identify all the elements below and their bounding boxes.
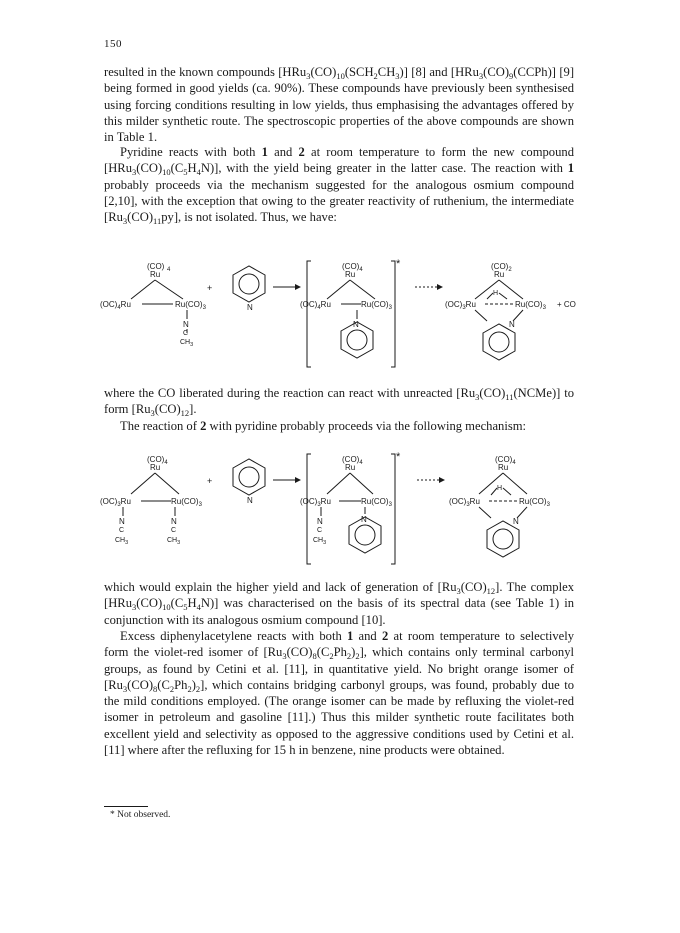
svg-text:Ru: Ru [150,463,161,472]
svg-text:*: * [396,451,401,463]
svg-text:Ru: Ru [494,270,505,279]
svg-text:Ru: Ru [345,463,356,472]
paragraph-6: Excess diphenylacetylene reacts with both 1 and 2 at room temperature to selectively form the violet-red isomer of $[Ru_3(CO)_8(C_2Ph_2)_2]$, which contains only terminal carbonyl groups, as found by Cetini et al. [11], in quantitative yield. No bright orange isomer of $[Ru_3(CO)_8(C_2Ph_2)_2]$, which contains bridging carbonyl groups, was found, probably due to the mild conditions employed. (The orange isomer can be made by refluxing the violet-red isomer in petroleum and gasoline [11].) Thus this milder synthetic route facilitates both excellent yield and selectivity as opposed to the aggressive conditions used by Cetini et al. [11] where after the refluxing for 15 h in benzene, nine products were obtained. [104,629,575,758]
footnote-rule [104,806,148,807]
svg-text:N: N [247,303,253,312]
svg-text:N: N [317,517,323,526]
svg-text:N: N [361,515,367,524]
svg-text:+: + [207,283,213,293]
svg-text:H: H [493,290,499,297]
svg-text:N: N [247,496,253,505]
svg-text:(CO)4: $(CO)_4$ [342,455,363,466]
svg-text:*: * [396,258,401,270]
svg-text:(OC)4Ru: $(OC)_4Ru$ [300,300,331,311]
svg-text:Ru(CO)3: $Ru(CO)_3$ [361,497,392,508]
paragraph-5: which would explain the higher yield and lack of generation of $[Ru_3(CO)_{12}]$. The complex $[HRu_3(CO)_{10}(C_5H_4N)]$ was characterised on the basis of its spectral data (see Table 1) in conjunction with its analogous osmium compound [10]. [104,580,574,627]
svg-text:C: C [119,527,125,534]
svg-text:Ru(CO)3: $Ru(CO)_3$ [515,300,546,311]
svg-text:N: N [183,320,189,329]
svg-text:N: N [513,517,519,526]
svg-text:4: 4 [167,267,171,273]
svg-text:Ru(CO)3: $Ru(CO)_3$ [361,300,392,311]
paragraph-4: The reaction of 2 with pyridine probably proceeds via the following mechanism: [120,419,527,433]
svg-text:(OC)4Ru: $(OC)_4Ru$ [100,300,131,311]
paragraph-2: Pyridine reacts with both 1 and 2 at room temperature to form the new compound $[HRu_3(CO)_{10}(C_5H_4N)]$, with the yield being greater in the latter case. The reaction with 1 probably proceeds via the mechanism suggested for the analogous osmium compound [2,10], with the exception that owing to the greater reactivity of ruthenium, the intermediate $[Ru_3(CO)_{11}py]$, is not isolated. Thus, we have: [104,145,574,227]
svg-text:CH3: $CH_3$ [180,339,194,348]
svg-text:(OC)3Ru: $(OC)_3Ru$ [100,497,131,508]
svg-text:CH3: $CH_3$ [167,537,181,546]
svg-text:Ru: Ru [345,270,356,279]
svg-text:CH3: $CH_3$ [115,537,129,546]
svg-text:Ru: Ru [150,270,161,279]
svg-text:(OC)3Ru: $(OC)_3Ru$ [300,497,331,508]
svg-text:(OC)3Ru: $(OC)_3Ru$ [445,300,476,311]
svg-text:N: N [509,320,515,329]
reaction-scheme-1 [95,255,585,375]
svg-text:(OC)3Ru: $(OC)_3Ru$ [449,497,480,508]
svg-text:(CO): (CO) [147,262,165,271]
svg-text:(CO)4: $(CO)_4$ [342,262,363,273]
reaction-scheme-2 [95,448,585,573]
svg-text:Ru(CO)3: $Ru(CO)_3$ [175,300,206,311]
footnote: * Not observed. [110,810,171,820]
svg-text:C: C [183,330,189,337]
svg-text:C: C [171,527,177,534]
paragraph-3: where the CO liberated during the reaction can react with unreacted $[Ru_3(CO)_{11}(NCMe)]$ to form $[Ru_3(CO)_{12}]$. [104,386,575,419]
page-number: 150 [104,38,122,50]
svg-text:CH3: $CH_3$ [313,537,327,546]
svg-text:+ CO: + CO [557,300,576,309]
svg-text:(CO)4: $(CO)_4$ [147,455,168,466]
svg-text:(CO)2: $(CO)_2$ [491,262,512,273]
svg-text:Ru(CO)3: $Ru(CO)_3$ [171,497,202,508]
paragraph-1: resulted in the known compounds $[HRu_3(CO)_{10}(SCH_2CH_3)]$ [8] and $[HRu_3(CO)_9(CCPh)]$ [9] being formed in good yields (ca. 90%). These compounds have previously been synthesised using forcing conditions resulting in low yields, thus emphasising the advantages offered by this milder synthetic route. The spectroscopic properties of the above compounds are shown in Table 1. [104,65,575,145]
svg-text:(CO)4: $(CO)_4$ [495,455,516,466]
svg-text:Ru(CO)3: $Ru(CO)_3$ [519,497,550,508]
svg-text:Ru: Ru [498,463,509,472]
svg-text:+: + [207,476,213,486]
svg-text:N: N [353,320,359,329]
svg-text:H: H [497,485,503,492]
svg-text:N: N [119,517,125,526]
svg-text:N: N [171,517,177,526]
svg-text:C: C [317,527,323,534]
